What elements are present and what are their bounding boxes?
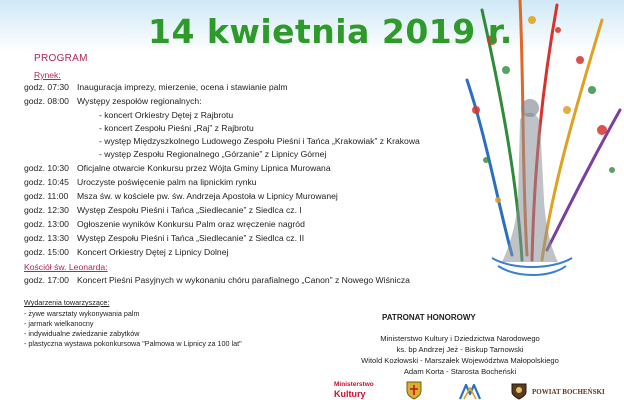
schedule-row (24, 96, 202, 108)
powiat-logo-text: POWIAT BOCHEŃSKI (532, 388, 605, 396)
malopolska-logo-icon (458, 382, 482, 400)
schedule-row (24, 82, 288, 94)
schedule-time: godz. 12:30 (24, 205, 69, 215)
event-date: 14 kwietnia 2019 r. (148, 12, 513, 51)
honorary-patronage-heading: PATRONAT HONOROWY (382, 313, 476, 322)
schedule-desc: Msza św. w kościele pw. św. Andrzeja Apostoła w Lipnicy Murowanej (77, 191, 338, 201)
schedule-row (24, 191, 338, 203)
schedule-time: godz. 07:30 (24, 82, 69, 92)
accompanying-event-item: - plastyczna wystawa pokonkursowa "Palmowa w Lipnicy za 100 lat" (24, 339, 242, 348)
schedule-row (24, 177, 257, 189)
schedule-time: godz. 15:00 (24, 247, 69, 257)
patron-line: Ministerstwo Kultury i Dziedzictwa Narodowego (380, 334, 540, 343)
accompanying-event-item: - indywidualne zwiedzanie zabytków (24, 329, 140, 338)
schedule-row (24, 233, 304, 245)
schedule-desc: Koncert Orkiestry Dętej z Lipnicy Dolnej (77, 247, 229, 257)
performance-subitem: - występ Międzyszkolnego Ludowego Zespołu Pieśni i Tańca „Krakowiak” z Krakowa (99, 136, 420, 146)
performance-subitem: - koncert Zespołu Pieśni „Raj” z Rajbrotu (99, 123, 254, 133)
patron-line: Adam Korta - Starosta Bocheński (403, 367, 517, 376)
location-leonard: Kościół św. Leonarda: (24, 262, 108, 272)
schedule-desc: Inauguracja imprezy, mierzenie, ocena i stawianie palm (77, 82, 288, 92)
schedule-desc: Oficjalne otwarcie Konkursu przez Wójta Gminy Lipnica Murowana (77, 163, 331, 173)
schedule-row (24, 205, 302, 217)
location-rynek: Rynek: (34, 70, 61, 80)
schedule-time: godz. 10:30 (24, 163, 69, 173)
performance-subitem: - koncert Orkiestry Dętej z Rajbrotu (99, 110, 234, 120)
patron-line: Witold Kozłowski - Marszałek Województwa Małopolskiego (361, 356, 559, 365)
powiat-crest-icon (510, 382, 528, 400)
schedule-desc: Ogłoszenie wyników Konkursu Palm oraz wręczenie nagród (77, 219, 305, 229)
schedule-row (24, 163, 331, 175)
accompanying-events-heading: Wydarzenia towarzyszące: (24, 298, 110, 307)
ministry-logo-line2: Kultury (334, 389, 366, 399)
schedule-row (24, 219, 305, 231)
schedule-time: godz. 13:00 (24, 219, 69, 229)
schedule-time: godz. 17:00 (24, 275, 69, 285)
accompanying-event-item: - żywe warsztaty wykonywania palm (24, 309, 140, 318)
program-heading: PROGRAM (34, 53, 88, 64)
schedule-row (24, 247, 228, 259)
schedule-time: godz. 13:30 (24, 233, 69, 243)
schedule-time: godz. 08:00 (24, 96, 69, 106)
diocese-crest-icon (404, 380, 424, 400)
schedule-row (24, 275, 410, 287)
performance-subitem: - występ Zespołu Regionalnego „Górzanie” z Lipnicy Górnej (99, 149, 327, 159)
ministry-logo-line1: Ministerstwo (334, 381, 374, 388)
accompanying-event-item: - jarmark wielkanocny (24, 319, 94, 328)
patron-line: ks. bp Andrzej Jeż - Biskup Tarnowski (396, 345, 524, 354)
schedule-time: godz. 10:45 (24, 177, 69, 187)
schedule-desc: Występy zespołów regionalnych: (77, 96, 202, 106)
schedule-desc: Występ Zespołu Pieśni i Tańca „Siedlecanie” z Siedlca cz. I (77, 205, 302, 215)
schedule-time: godz. 11:00 (24, 191, 69, 201)
schedule-desc: Uroczyste poświęcenie palm na lipnickim rynku (77, 177, 257, 187)
schedule-desc: Koncert Pieśni Pasyjnych w wykonaniu chóru parafialnego „Canon” z Nowego Wiśnicza (77, 275, 410, 285)
schedule-desc: Występ Zespołu Pieśni i Tańca „Siedlecanie” z Siedlca cz. II (77, 233, 305, 243)
